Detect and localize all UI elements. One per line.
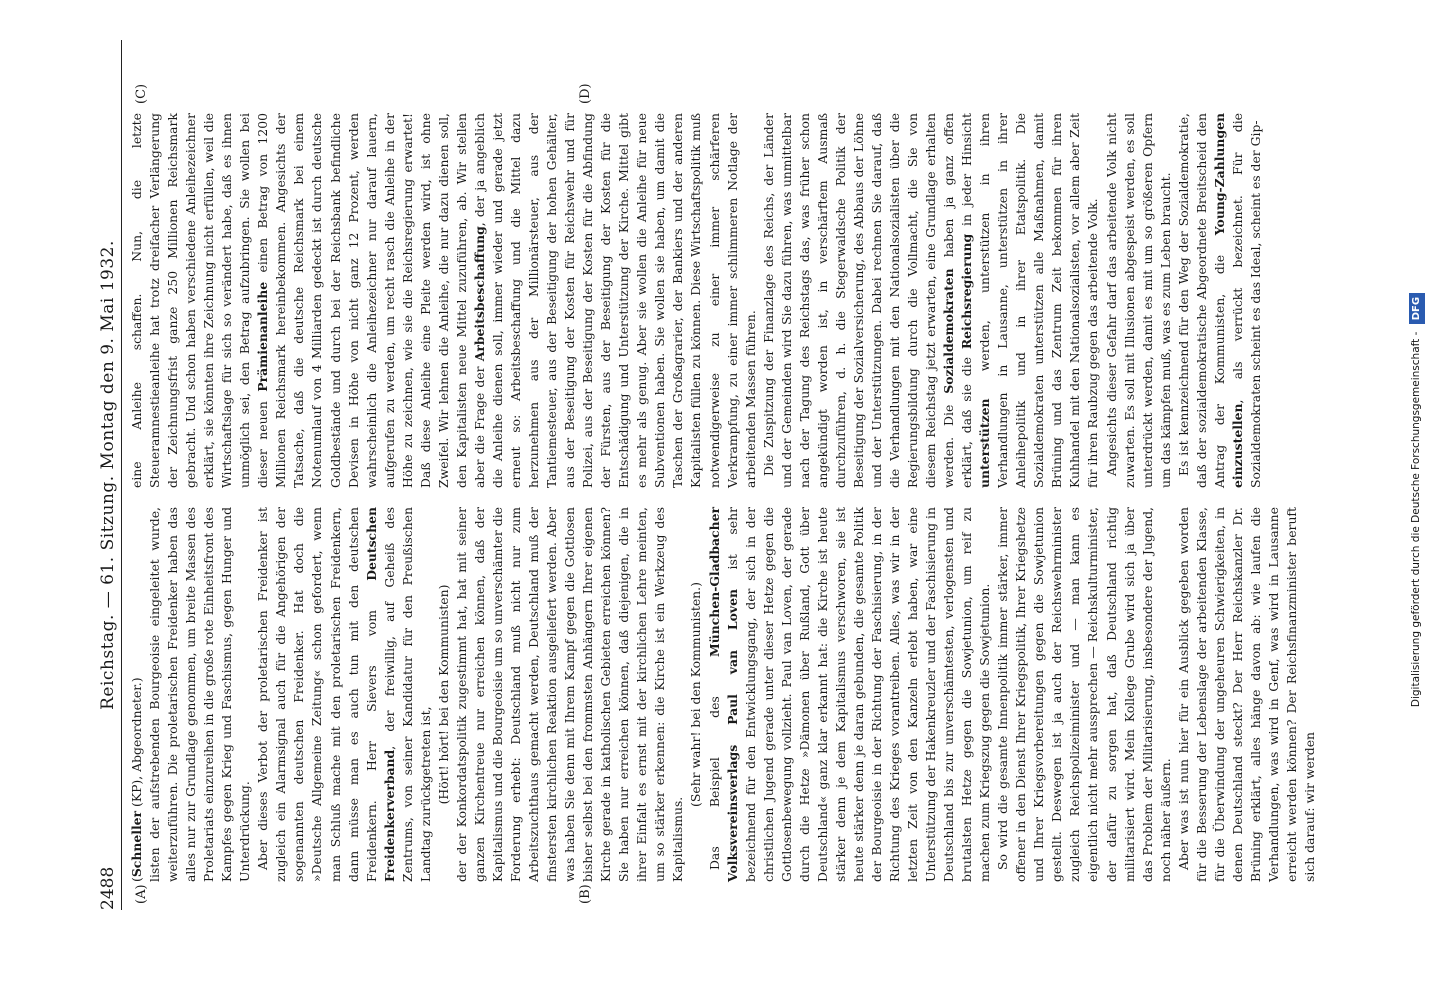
bold-term: Arbeitsbeschaffung [471, 226, 487, 362]
bold-term: Young-Zahlungen einzustellen [1211, 113, 1245, 488]
margin-mark-b: (B) [578, 884, 593, 904]
margin-mark-d: (D) [578, 83, 593, 104]
speaker-line: (Schneller (KP), Abgeordneter.) [129, 677, 144, 882]
margin-mark-c: (C) [134, 83, 149, 104]
page-header [95, 40, 122, 910]
credit-text: Digitalisierung gefördert durch die Deutsche Forschungsgemeinschaft - [1410, 331, 1422, 708]
paragraph: listen der aufstrebenden Bourgeoisie eingeleitet wurde, weiterzuführen. Die proletarischen Freidenker haben das alles nur zur Grundlage genommen, um breite Massen des Proletariats einzureihen in die große rote Einheitsfront des Kampfes gegen Krieg und Faschismus, gegen Hunger und Unterdrückung. [147, 507, 253, 882]
paragraph: Es ist kennzeichnend für den Weg der Sozialdemokratie, daß der sozialdemokratische Abgeordnete Breitscheid den Antrag der Kommunisten, die Young-Zahlungen einzustellen, als verrückt bezeichnet. Für die Sozialdemokraten scheint es das Ideal, scheint es der Gip- [1175, 113, 1263, 488]
bold-term: Reichsregierung [959, 233, 975, 350]
paragraph: Aber was ist nun hier für ein Ausblick gegeben worden für die Besserung der Lebenslage der arbeitenden Klasse, für die Überwindung der ungeheuren Schwierigkeiten, in denen Deutschland steckt? Der Herr Reichskanzler Dr. Brüning erklärt, alles hänge davon ab: wie laufen die Verhandlungen, was wird in Genf, was wird in Lausanne erreicht werden können? Der Reichsfinanzminister beruft sich darauf: wir werden [1175, 507, 1318, 882]
digitization-credit [1404, 20, 1428, 980]
bold-term: unterstützen [977, 398, 993, 488]
paragraph: der der Konkordatspolitik zugestimmt hat, hat mit seiner ganzen Kirchentreue nur erreichen können, daß der Kapitalismus und die Bourgeoisie um so unverschämter die Forderung erhebt: Deutschland muß nicht nur zum Arbeitszuchthaus gemacht werden, Deutschland muß der finstersten kirchlichen Reaktion ausgeliefert werden. Aber was haben Sie denn mit Ihrem Kampf gegen die Gottlosen bisher selbst bei den frommsten Anhängern Ihrer eigenen Kirche gerade in katholischen Gebieten erreichen können? Sie haben nur erreichen können, daß diejenigen, die in ihrer Einfalt es ernst mit der kirchlichen Lehre meinten, um so stärker erkennen: die Kirche ist ein Werkzeug des Kapitalismus. [453, 507, 686, 882]
paragraph: eine Anleihe schaffen. Nun, die letzte Steueramnestieanleihe hat trotz dreifacher Verlängerung der Zeichnungsfrist ganze 250 Millionen Reichsmark gebracht. Und schon haben verschiedene Anleihezeichner erklärt, sie könnten ihre Zeichnung nicht erfüllen, weil die Wirtschaftslage für sich so verändert habe, daß es ihnen unmöglich sei, den Betrag aufzubringen. Sie wollen bei dieser neuen Prämienanleihe einen Betrag von 1200 Millionen Reichsmark hereinbekommen. Angesichts der Tatsache, daß die deutsche Reichsmark bei einem Notenumlauf von 4 Milliarden gedeckt ist durch deutsche Goldbestände und durch bei der Reichsbank befindliche Devisen in Höhe von nicht ganz 12 Prozent, werden wahrscheinlich die Anleihezeichner nur darauf lauern, aufgerufen zu werden, um recht rasch die Anleihe in der Höhe zu zeichnen, wie sie die Reichsregierung erwartet! Daß diese Anleihe eine Pleite werden wird, ist ohne Zweifel. Wir lehnen die Anleihe, die nur dazu dienen soll, den Kapitalisten neue Mittel zuzuführen, ab. Wir stellen aber die Frage der Arbeitsbeschaffung, der ja angeblich die Anleihe dienen soll, immer wieder und gerade jetzt erneut so: Arbeitsbeschaffung und die Mittel dazu herzunehmen aus der Millionärsteuer, aus der Tantiemesteuer, aus der Beseitigung der hohen Gehälter, aus der Beseitigung der Kosten für Reichswehr und für Polizei, aus der Beseitigung der Kosten für die Abfindung der Fürsten, aus der Beseitigung der Kosten für die Entschädigung und Unterstützung der Kirche. Mittel gibt es mehr als genug. Aber sie wollen die Anleihe für neue Subventionen haben. Sie wollen sie haben, um damit die Taschen der Großagrarier, der Bankiers und der anderen Kapitalisten füllen zu können. Diese Wirtschaftspolitik muß notwendigerweise zu einer immer schärferen Verkrampfung, zu einer immer schlimmeren Notlage der arbeitenden Massen führen. [129, 112, 758, 488]
page-number: 2488 [98, 866, 118, 910]
bold-term: München-Gladbacher Volksvereinsverlags Paul van Loven [706, 507, 740, 882]
interjection: (Hört! hört! bei den Kommunisten) [435, 584, 451, 805]
paragraph: Angesichts dieser Gefahr darf das arbeitende Volk nicht zuwarten. Es soll mit Illusionen abgespeist werden, es soll unterdrückt werden, damit es mit um so größeren Opfern um das kämpfen muß, was es zum Leben braucht. [1103, 113, 1173, 488]
dfg-logo: DFG [1409, 293, 1425, 324]
interjection: (Sehr wahr! bei den Kommunisten.) [688, 582, 704, 807]
left-column [128, 507, 1318, 882]
bold-term: Sozialdemokraten [941, 268, 957, 394]
bold-term: Prämienanleihe [255, 281, 271, 392]
margin-mark-a: (A) [134, 884, 149, 904]
right-column [128, 112, 1263, 488]
paragraph: So wird die gesamte Innenpolitik immer stärker, immer offener in den Dienst Ihrer Kriegspolitik, Ihrer Kriegshetze und Ihrer Kriegsvorbereitungen gegen die Sowjetunion gestellt. Deswegen ist ja auch der Reichswehrminister zugleich Reichspolizeiminister und — man kann es eigentlich nicht mehr aussprechen — Reichskulturminister, der dafür zu sorgen hat, daß Deutschland richtig militarisiert wird. Mein Kollege Grube wird sich ja über das Problem der Militarisierung, insbesondere der Jugend, noch näher äußern. [995, 507, 1173, 882]
bold-term: Deutschen Freidenkerverband [363, 507, 397, 882]
paragraph: Das Beispiel des München-Gladbacher Volksvereinsverlags Paul van Loven ist sehr bezeichnend für den Entwicklungsgang, der sich in der christlichen Jugend gerade unter dieser Hetze gegen die Gottlosenbewegung vollzieht. Paul van Loven, der gerade durch die Hetze »Dämonen über Rußland, Gott über Deutschland« ganz klar erkannt hat: die Kirche ist heute stärker denn je dem Kapitalismus verschworen, sie ist heute stärker denn je daran gebunden, die gesamte Politik der Bourgeoisie in der Richtung der Faschisierung, in der Richtung des Krieges vorantreiben. Alles, was wir in der letzten Zeit von den Kanzeln erlebt haben, war eine Unterstützung der Hakenkreuzler und der Faschisierung in Deutschland bis zur unverschämtesten, verlogensten und brutalsten Hetze gegen die Sowjetunion, um reif zu machen zum Kriegszug gegen die Sowjetunion. [706, 507, 993, 882]
speaker-name: Schneller [129, 810, 144, 878]
paragraph: Die Zuspitzung der Finanzlage des Reichs, der Länder und der Gemeinden wird Sie dazu führen, was unmittelbar nach der Tagung des Reichstags das, was früher schon angekündigt worden ist, in verschärftem Ausmaß durchzuführen, d. h. die Stegerwaldsche Politik der Beseitigung der Sozialversicherung, des Abbaus der Löhne und der Unterstützungen. Dabei rechnen Sie darauf, daß die Verhandlungen mit den Nationalsozialisten über die Regierungsbildung durch die Vollmacht, die Sie von diesem Reichstag jetzt erwarten, eine Grundlage erhalten werden. Die Sozialdemokraten haben ja ganz offen erklärt, daß sie die Reichsregierung in jeder Hinsicht unterstützen werden, unterstützen in ihren Verhandlungen in Lausanne, unterstützen in ihrer Anleihepolitik und in ihrer Etatspolitik. Die Sozialdemokraten unterstützen alle Maßnahmen, damit Brüning und das Zentrum Zeit bekommen für ihren Kuhhandel mit den Nationalsozialisten, vor allem aber Zeit für ihren Raubzug gegen das arbeitende Volk. [760, 113, 1101, 488]
speaker-role: (KP), Abgeordneter.) [129, 677, 144, 811]
paragraph: Aber dieses Verbot der proletarischen Freidenker ist zugleich ein Alarmsignal auch für die Angehörigen der sogenannten deutschen Freidenker. Hat doch die »Deutsche Allgemeine Zeitung« schon gefordert, wenn man Schluß mache mit den proletarischen Freidenkern, dann müsse man es auch tun mit den deutschen Freidenkern. Herr Sievers vom Deutschen Freidenkerverband, der freiwillig, auf Geheiß des Zentrums, von seiner Kandidatur für den Preußischen Landtag zurückgetreten ist, [255, 507, 433, 882]
session-title: Reichstag. — 61. Sitzung. Montag den 9. Mai 1932. [98, 240, 118, 710]
